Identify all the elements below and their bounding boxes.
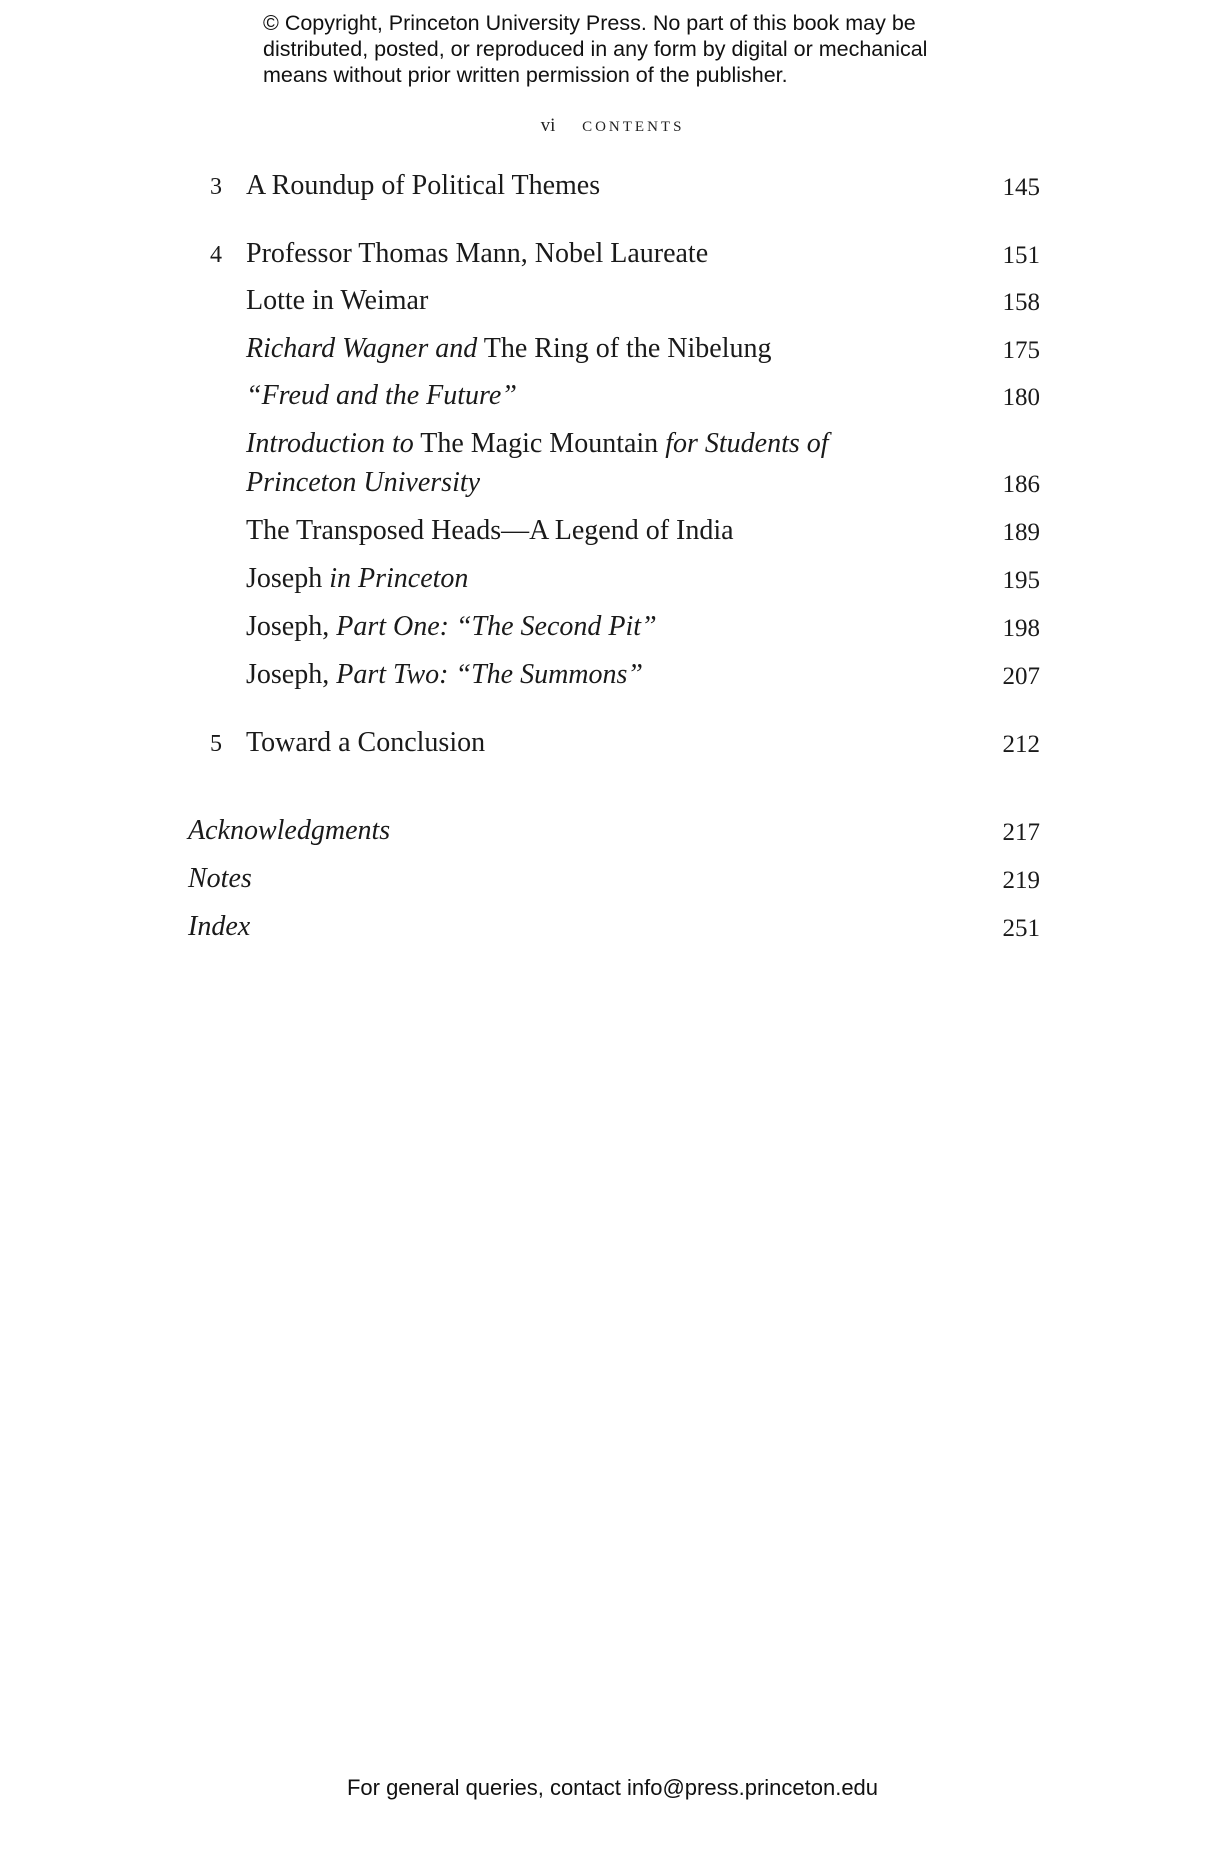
section-title <box>246 659 643 691</box>
page-number: 207 <box>1002 663 1040 690</box>
backmatter-title <box>188 815 390 847</box>
page-number: 180 <box>1002 384 1040 411</box>
chapter-number: 3 <box>210 174 222 200</box>
section-title-italic: Part Two: “The Summons” <box>329 659 643 690</box>
page-number: 251 <box>1002 915 1040 942</box>
toc-entry-chapter-3[interactable] <box>0 170 1225 210</box>
toc-entry-joseph-princeton[interactable] <box>0 563 1225 603</box>
chapter-number: 4 <box>210 242 222 268</box>
page-number: 198 <box>1002 615 1040 642</box>
section-title-italic: Richard Wagner and <box>246 333 478 364</box>
section-title-italic: Introduction to <box>246 428 414 459</box>
toc-entry-chapter-4[interactable] <box>0 238 1225 278</box>
section-title <box>246 428 829 460</box>
toc-entry-joseph-part-two[interactable] <box>0 659 1225 699</box>
chapter-title: A Roundup of Political Themes <box>246 170 601 201</box>
page-number: 217 <box>1002 819 1040 846</box>
page-number: 151 <box>1002 242 1040 269</box>
page-folio: vi <box>540 115 556 136</box>
toc-entry-wagner[interactable] <box>0 333 1225 373</box>
toc-entry-lotte-in-weimar[interactable] <box>0 285 1225 325</box>
chapter-title: Professor Thomas Mann, Nobel Laureate <box>246 238 709 269</box>
copyright-line: distributed, posted, or reproduced in any form by digital or mechanical <box>263 37 928 61</box>
running-head-section: contents <box>582 112 685 136</box>
section-title-roman: The Magic Mountain <box>413 428 666 459</box>
section-title-italic: in Princeton <box>322 563 469 594</box>
page-number: 212 <box>1002 731 1040 758</box>
page-number: 219 <box>1002 867 1040 894</box>
footer-contact: For general queries, contact info@press.princeton.edu <box>346 1775 879 1800</box>
section-title-roman: Joseph, <box>246 659 330 690</box>
toc-entry-index[interactable] <box>0 911 1225 951</box>
backmatter-title <box>188 911 250 943</box>
page-number: 195 <box>1002 567 1040 594</box>
page-number: 175 <box>1002 337 1040 364</box>
section-title <box>246 611 657 643</box>
section-title-italic: “Freud and the Future” <box>246 380 517 411</box>
toc-entry-freud[interactable] <box>0 380 1225 420</box>
page-number: 186 <box>1002 471 1040 498</box>
section-title <box>246 380 517 412</box>
page-number: 158 <box>1002 289 1040 316</box>
toc-entry-notes[interactable] <box>0 863 1225 903</box>
section-title-italic: for Students of <box>665 428 829 459</box>
page-number: 145 <box>1002 174 1040 201</box>
section-title: Lotte in Weimar <box>246 285 429 316</box>
page-number: 189 <box>1002 519 1040 546</box>
copyright-line: © Copyright, Princeton University Press. No part of this book may be <box>263 11 916 35</box>
chapter-number: 5 <box>210 731 222 757</box>
toc-entry-magic-mountain[interactable] <box>0 428 1225 508</box>
section-title-continued <box>246 467 480 499</box>
section-title-italic: Princeton University <box>246 467 481 498</box>
section-title-roman: Joseph, <box>246 611 330 642</box>
toc-entry-chapter-5[interactable] <box>0 727 1225 767</box>
backmatter-title-italic: Acknowledgments <box>188 815 391 846</box>
section-title-italic: Part One: “The Second Pit” <box>329 611 657 642</box>
section-title-roman: The Ring of the Nibelung <box>477 333 772 364</box>
toc-entry-joseph-part-one[interactable] <box>0 611 1225 651</box>
section-title: The Transposed Heads—A Legend of India <box>246 515 734 546</box>
copyright-line: means without prior written permission of the publisher. <box>263 63 788 87</box>
section-title-roman: Joseph <box>246 563 323 594</box>
toc-entry-transposed-heads[interactable] <box>0 515 1225 555</box>
backmatter-title-italic: Notes <box>188 863 252 894</box>
backmatter-title-italic: Index <box>188 911 251 942</box>
toc-entry-acknowledgments[interactable] <box>0 815 1225 855</box>
backmatter-title <box>188 863 252 895</box>
chapter-title: Toward a Conclusion <box>246 727 486 758</box>
section-title <box>246 563 468 595</box>
section-title <box>246 333 771 365</box>
